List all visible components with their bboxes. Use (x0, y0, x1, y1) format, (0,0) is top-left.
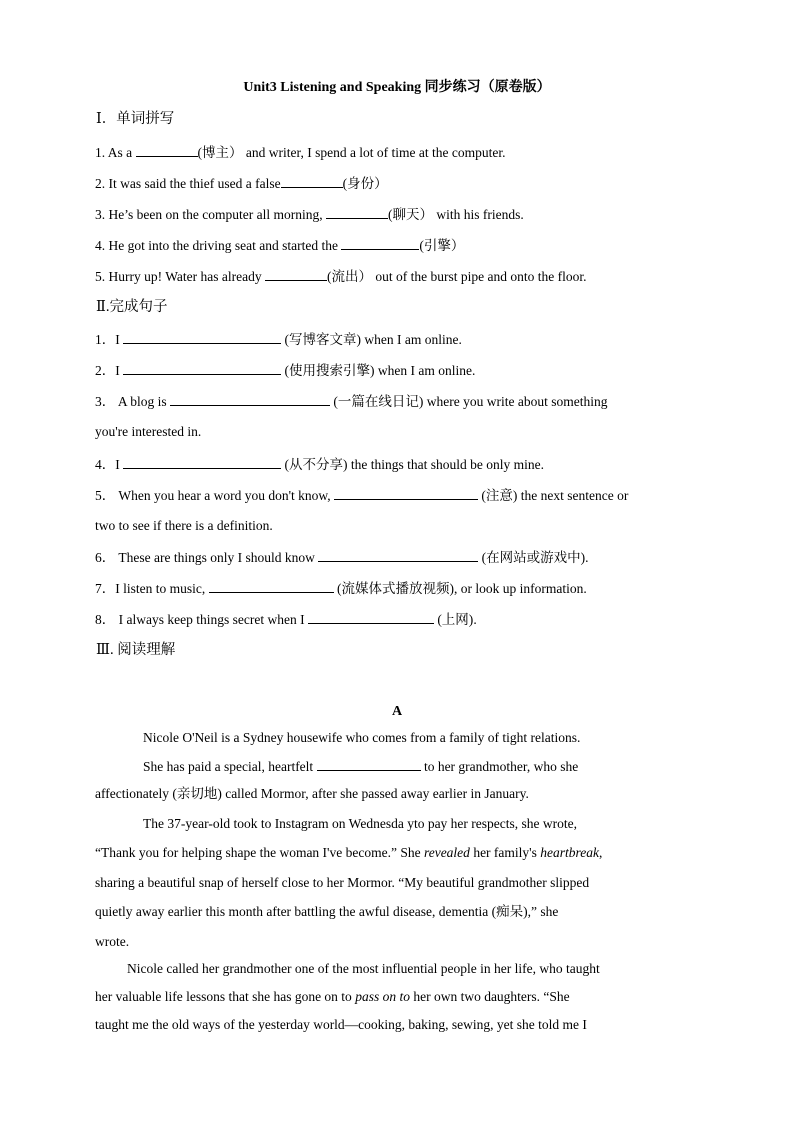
answer-blank[interactable] (170, 392, 330, 406)
section-3-heading: Ⅲ. 阅读理解 (96, 642, 176, 658)
passage-line: quietly away earlier this month after battling the awful disease, dementia (痴呆),” she (95, 904, 559, 919)
passage-line: her valuable life lessons that she has gone on to pass on to her own two daughters. “She (95, 989, 570, 1004)
italic-word: revealed (423, 845, 470, 860)
passage-line: Nicole O'Neil is a Sydney housewife who comes from a family of tight relations. (143, 730, 581, 745)
italic-word: heartbreak (540, 845, 599, 860)
list-item: 5． When you hear a word you don't know, (注意) the next sentence or (95, 488, 629, 503)
answer-blank[interactable] (265, 267, 327, 281)
passage-line: The 37-year-old took to Instagram on Wednesda yto pay her respects, she wrote, (143, 816, 578, 831)
list-item: 5. Hurry up! Water has already (流出） out of the burst pipe and onto the floor. (95, 269, 587, 284)
answer-blank[interactable] (123, 330, 281, 344)
list-item: 3. He’s been on the computer all morning, (聊天） with his friends. (95, 207, 524, 222)
answer-blank[interactable] (308, 610, 434, 624)
answer-blank[interactable] (317, 757, 421, 771)
passage-line: wrote. (95, 934, 130, 949)
passage-line: “Thank you for helping shape the woman I've become.” She revealed her family's heartbreak, (95, 845, 603, 860)
answer-blank[interactable] (318, 548, 478, 562)
list-item: 1. As a (博主） and writer, I spend a lot of time at the computer. (95, 145, 506, 160)
list-item: 4．I (从不分享) the things that should be only mine. (95, 457, 544, 472)
list-item: 2．I (使用搜索引擎) when I am online. (95, 363, 476, 378)
list-item-continuation: two to see if there is a definition. (95, 518, 273, 533)
passage-label: A (391, 704, 403, 719)
answer-blank[interactable] (326, 205, 388, 219)
answer-blank[interactable] (123, 361, 281, 375)
answer-blank[interactable] (281, 174, 343, 188)
list-item: 7．I listen to music, (流媒体式播放视频), or look up information. (95, 581, 587, 596)
passage-line: taught me the old ways of the yesterday world—cooking, baking, sewing, yet she told me I (95, 1017, 587, 1032)
list-item: 8． I always keep things secret when I (上网). (95, 612, 477, 627)
list-item: 6． These are things only I should know (在网站或游戏中). (95, 550, 589, 565)
list-item: 3． A blog is (一篇在线日记) where you write about something (95, 394, 608, 409)
answer-blank[interactable] (123, 455, 281, 469)
section-2-heading: Ⅱ.完成句子 (96, 299, 168, 315)
passage-line: sharing a beautiful snap of herself close to her Mormor. “My beautiful grandmother slipped (95, 875, 590, 890)
answer-blank[interactable] (341, 236, 419, 250)
list-item: 2. It was said the thief used a false (身份） (95, 176, 388, 191)
list-item: 4. He got into the driving seat and started the (引擎） (95, 238, 465, 253)
answer-blank[interactable] (209, 579, 334, 593)
page-title: Unit3 Listening and Speaking 同步练习（原卷版） (243, 80, 551, 95)
section-1-heading: Ⅰ．单词拼写 (96, 111, 175, 127)
list-item: 1．I (写博客文章) when I am online. (95, 332, 462, 347)
answer-blank[interactable] (136, 143, 198, 157)
answer-blank[interactable] (334, 486, 478, 500)
passage-line: She has paid a special, heartfelt to her grandmother, who she (143, 759, 579, 774)
italic-phrase: pass on to (355, 989, 410, 1004)
passage-line: Nicole called her grandmother one of the most influential people in her life, who taught (127, 961, 600, 976)
passage-line: affectionately (亲切地) called Mormor, after she passed away earlier in January. (95, 786, 529, 801)
list-item-continuation: you're interested in. (95, 424, 202, 439)
